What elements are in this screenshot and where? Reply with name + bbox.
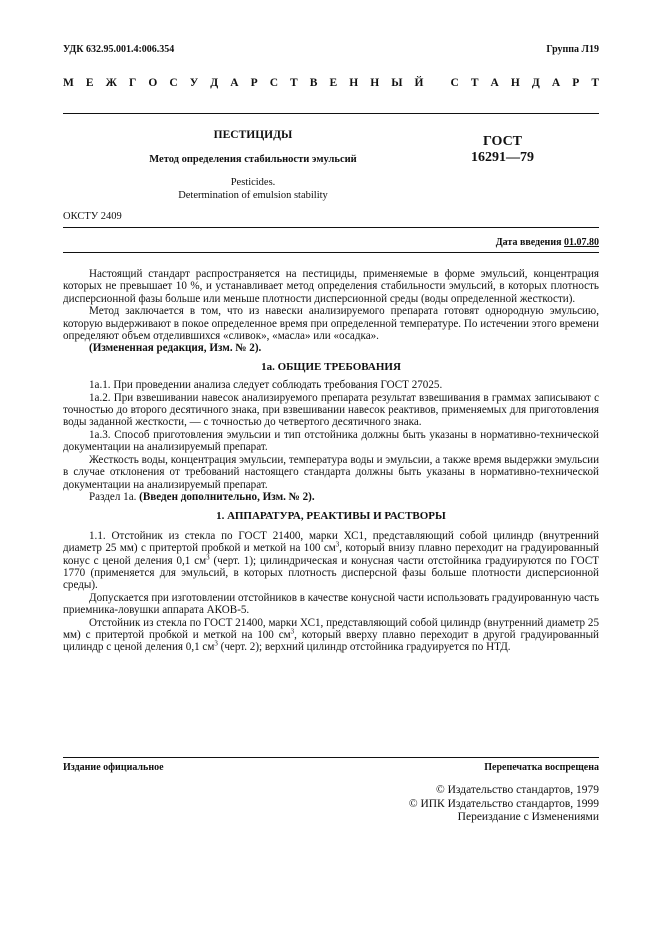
paragraph-amendment: (Измененная редакция, Изм. № 2).: [89, 342, 262, 355]
section-1a-note-text: Раздел 1а.: [89, 490, 140, 503]
intro-date-label: Дата введения: [495, 237, 564, 248]
paragraph-1a3: 1а.3. Способ приготовления эмульсии и тип отстойника должны быть указаны в нормативно-технической документации на анализируемый препарат.: [63, 428, 599, 454]
reissue-note: Переиздание с Изменениями: [457, 811, 599, 823]
date-divider: [63, 252, 599, 253]
banner-letter: Г: [129, 77, 137, 89]
copyright-1999: © ИПК Издательство стандартов, 1999: [408, 797, 599, 810]
section-1-title: 1. АППАРАТУРА, РЕАКТИВЫ И РАСТВОРЫ: [216, 510, 446, 523]
paragraph-scope: Настоящий стандарт распространяется на пестициды, применяемые в форме эмульсий, концентрация которых не превышает 10 %, и устанавливает метод определения стабильности эмульсий, в которых плотность дисперсионной фазы больше или меньше плотности дисперсионной среды (воды определенной жесткости).: [63, 268, 599, 305]
banner-letter: А: [490, 77, 499, 89]
banner-letter: Е: [85, 77, 94, 89]
banner-letter: Р: [250, 77, 258, 89]
footer-divider: [63, 757, 599, 758]
superscript-3: 3: [290, 627, 295, 636]
superscript-3: 3: [206, 552, 210, 561]
paragraph-1-1-part1: 1.1. Отстойник из стекла по ГОСТ 21400, марки ХС1, представляющий собой цилиндр (внутренний диаметр 25 мм) с притертой пробкой и меткой на 100 см: [63, 529, 599, 555]
paragraph-method: Метод заключается в том, что из навески анализируемого препарата готовят однородную эмульсию, которую выдерживают в покое определенное время при определенной температуре. По истечении этого времени определяют объем отделившихся «сливок», «масла» или «осадка».: [63, 305, 599, 343]
title-left: [63, 128, 403, 202]
paragraph-hardness: Жесткость воды, концентрация эмульсии, температура воды и эмульсии, а также время выдержки эмульсии в случае отклонения от требований настоящего стандарта должны быть указаны в нормативно-технической документации на анализируемый препарат.: [63, 453, 599, 491]
paragraph-settler-part3: (черт. 2); верхний цилиндр отстойника градуируется по НТД.: [217, 641, 511, 654]
banner-letter: А: [551, 77, 561, 89]
page-header: [63, 44, 599, 58]
gost-number: 16291—79: [471, 150, 534, 165]
section-1a-note-bold: (Введен дополнительно, Изм. № 2).: [139, 490, 315, 503]
title-subtitle: Метод определения стабильности эмульсий: [149, 154, 357, 165]
banner-letter: М: [63, 77, 74, 89]
banner-letter: Т: [290, 77, 298, 89]
banner-letter: С: [269, 77, 278, 89]
okstu-code: ОКСТУ 2409: [63, 211, 122, 222]
official-edition-label: Издание официальное: [63, 762, 164, 773]
paragraph-1-1-part3: (черт. 1); цилиндрическая и конусная части отстойника градуируются по ГОСТ 1770 (применяется для эмульсий, в которых плотность дисперсной фазы больше плотности дисперсионной среды).: [63, 554, 600, 592]
banner-letter: А: [230, 77, 239, 89]
banner-letter: Н: [510, 77, 520, 89]
banner-letter: Н: [349, 77, 359, 89]
banner-letter: В: [309, 77, 318, 89]
group-code: Группа Л19: [546, 44, 599, 55]
paragraph-settler: [63, 617, 599, 654]
gost-label: ГОСТ: [482, 134, 523, 149]
copyright-1979: © Издательство стандартов, 1979: [435, 784, 599, 796]
title-block: [63, 128, 599, 201]
banner-letter: С: [169, 77, 178, 89]
paragraph-allowed: Допускается при изготовлении отстойников в качестве конусной части использовать градуированную часть приемника-ловушки аппарата АКОВ-5.: [63, 591, 599, 617]
banner-letter: Р: [572, 77, 580, 89]
banner-letter: Ж: [105, 77, 117, 89]
title-name: ПЕСТИЦИДЫ: [213, 129, 293, 141]
paragraph-settler-part1: Отстойник из стекла по ГОСТ 21400, марки ХС1, представляющий собой цилиндр (внутренний диаметр 25 мм) с притертой пробкой и меткой на 100 см: [63, 616, 599, 641]
section-1a-title: 1а. ОБЩИЕ ТРЕБОВАНИЯ: [261, 360, 401, 373]
paragraph-1a1: [63, 379, 599, 391]
banner-letter: У: [189, 77, 199, 89]
gost-designation: [471, 134, 534, 166]
title-en-line1: Pesticides.: [230, 177, 276, 188]
reprint-prohibited-label: Перепечатка воспрещена: [484, 762, 599, 773]
banner-letter: С: [450, 77, 459, 89]
intro-date-value: 01.07.80: [564, 237, 599, 248]
paragraph-1a1-text: 1а.1. При проведении анализа следует соблюдать требования: [89, 379, 381, 392]
okstu-divider: [63, 227, 599, 228]
copyright-block: [63, 784, 599, 825]
title-en-line2: Determination of emulsion stability: [178, 190, 328, 201]
paragraph-1a1-end: .: [439, 379, 443, 392]
banner-gap: [436, 77, 439, 95]
banner-letter: Е: [329, 77, 338, 89]
header-divider: [63, 113, 599, 114]
banner-letter: Д: [210, 77, 219, 89]
banner-letter: Й: [414, 77, 424, 89]
banner-letter: Т: [591, 77, 599, 89]
page-footer: [63, 762, 599, 776]
banner-letter: Н: [370, 77, 380, 89]
banner-letter: Д: [531, 77, 540, 89]
gost-27025-reference: ГОСТ 27025: [380, 379, 440, 392]
document-body: [63, 268, 599, 654]
paragraph-1-1: [63, 530, 599, 592]
udk-code: УДК 632.95.001.4:006.354: [63, 44, 175, 55]
standard-type-banner: [63, 77, 599, 95]
paragraph-1-1-part2: , который внизу плавно переходит на градуированный конус с ценой деления 0,1 см: [63, 542, 599, 567]
intro-date: [63, 237, 599, 248]
banner-letter: О: [148, 77, 158, 89]
banner-letter: Ы: [391, 77, 403, 89]
banner-letter: Т: [470, 77, 479, 89]
paragraph-section-1a-note: [63, 491, 599, 503]
superscript-3: 3: [214, 639, 218, 648]
paragraph-settler-part2: , который вверху плавно переходит в другой градуированный цилиндр с ценой деления 0,1 см: [63, 628, 599, 654]
superscript-3: 3: [335, 540, 340, 549]
paragraph-1a2: 1а.2. При взвешивании навесок анализируемого препарата результат взвешивания в граммах записывают с точностью до второго десятичного знака, при взвешивании навесок реактивов, применяемых для приготовления воды заданной жесткости, — с точностью до четвертого десятичного знака.: [63, 391, 599, 429]
